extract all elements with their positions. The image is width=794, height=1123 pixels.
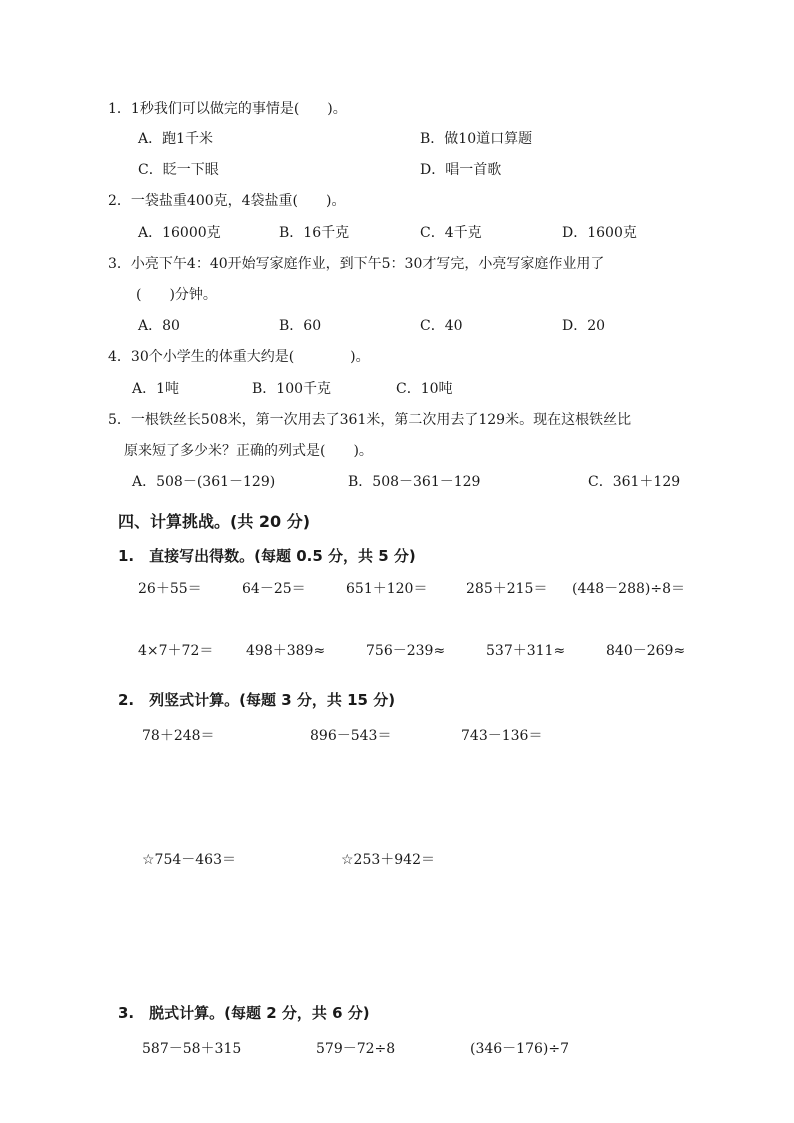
step-calc-item: 587－58＋315 xyxy=(142,1041,242,1057)
mental-math-item: 64－25＝ xyxy=(242,581,306,597)
question-5-stem-line2: 原来短了多少米？正确的列式是( )。 xyxy=(124,443,373,459)
vertical-calc-item: ☆754－463＝ xyxy=(142,852,236,868)
section-4-title: 四、计算挑战。(共 20 分) xyxy=(118,512,311,531)
question-2-stem: 2．一袋盐重400克，4袋盐重( )。 xyxy=(108,193,346,209)
question-5-option-a: A．508－(361－129) xyxy=(132,474,276,490)
vertical-calc-item: 896－543＝ xyxy=(310,728,392,744)
mental-math-item: 498＋389≈ xyxy=(246,643,326,659)
mental-math-item: 651＋120＝ xyxy=(346,581,428,597)
question-4-stem: 4．30个小学生的体重大约是( )。 xyxy=(108,349,370,365)
question-5-option-b: B．508－361－129 xyxy=(348,474,481,490)
question-2-option-a: A．16000克 xyxy=(138,225,221,241)
mental-math-item: 26＋55＝ xyxy=(138,581,202,597)
vertical-calc-item: 743－136＝ xyxy=(461,728,543,744)
question-5-stem-line1: 5．一根铁丝长508米，第一次用去了361米，第二次用去了129米。现在这根铁丝比 xyxy=(108,412,632,428)
question-2-option-c: C．4千克 xyxy=(420,225,482,241)
question-1-option-c: C．眨一下眼 xyxy=(138,162,219,178)
mental-math-item: 756－239≈ xyxy=(366,643,446,659)
question-3-option-c: C．40 xyxy=(420,318,463,334)
question-4-option-b: B．100千克 xyxy=(252,381,332,397)
step-calc-item: (346－176)÷7 xyxy=(470,1041,570,1057)
mental-math-item: 840－269≈ xyxy=(606,643,686,659)
mental-math-item: 285＋215＝ xyxy=(466,581,548,597)
question-2-option-b: B．16千克 xyxy=(279,225,350,241)
question-2-option-d: D．1600克 xyxy=(562,225,637,241)
question-3-stem-line2: ( )分钟。 xyxy=(136,287,217,303)
part-2-title: 2. 列竖式计算。(每题 3 分，共 15 分) xyxy=(118,691,396,709)
mental-math-item: 4×7＋72＝ xyxy=(138,643,214,659)
question-4-option-a: A．1吨 xyxy=(132,381,180,397)
question-3-option-d: D．20 xyxy=(562,318,606,334)
question-1-option-d: D．唱一首歌 xyxy=(420,162,502,178)
part-1-title: 1. 直接写出得数。(每题 0.5 分，共 5 分) xyxy=(118,547,416,565)
question-3-option-b: B．60 xyxy=(279,318,322,334)
mental-math-item: (448－288)÷8＝ xyxy=(572,581,686,597)
question-3-stem-line1: 3．小亮下午4：40开始写家庭作业，到下午5：30才写完，小亮写家庭作业用了 xyxy=(108,256,605,272)
part-3-title: 3. 脱式计算。(每题 2 分，共 6 分) xyxy=(118,1004,370,1022)
question-1-option-b: B．做10道口算题 xyxy=(420,131,533,147)
step-calc-item: 579－72÷8 xyxy=(316,1041,396,1057)
question-3-option-a: A．80 xyxy=(138,318,180,334)
question-5-option-c: C．361＋129 xyxy=(588,474,681,490)
mental-math-item: 537＋311≈ xyxy=(486,643,566,659)
vertical-calc-item: ☆253＋942＝ xyxy=(341,852,435,868)
question-1-option-a: A．跑1千米 xyxy=(138,131,214,147)
question-1-stem: 1．1秒我们可以做完的事情是( )。 xyxy=(108,101,347,117)
vertical-calc-item: 78＋248＝ xyxy=(142,728,215,744)
question-4-option-c: C．10吨 xyxy=(396,381,453,397)
